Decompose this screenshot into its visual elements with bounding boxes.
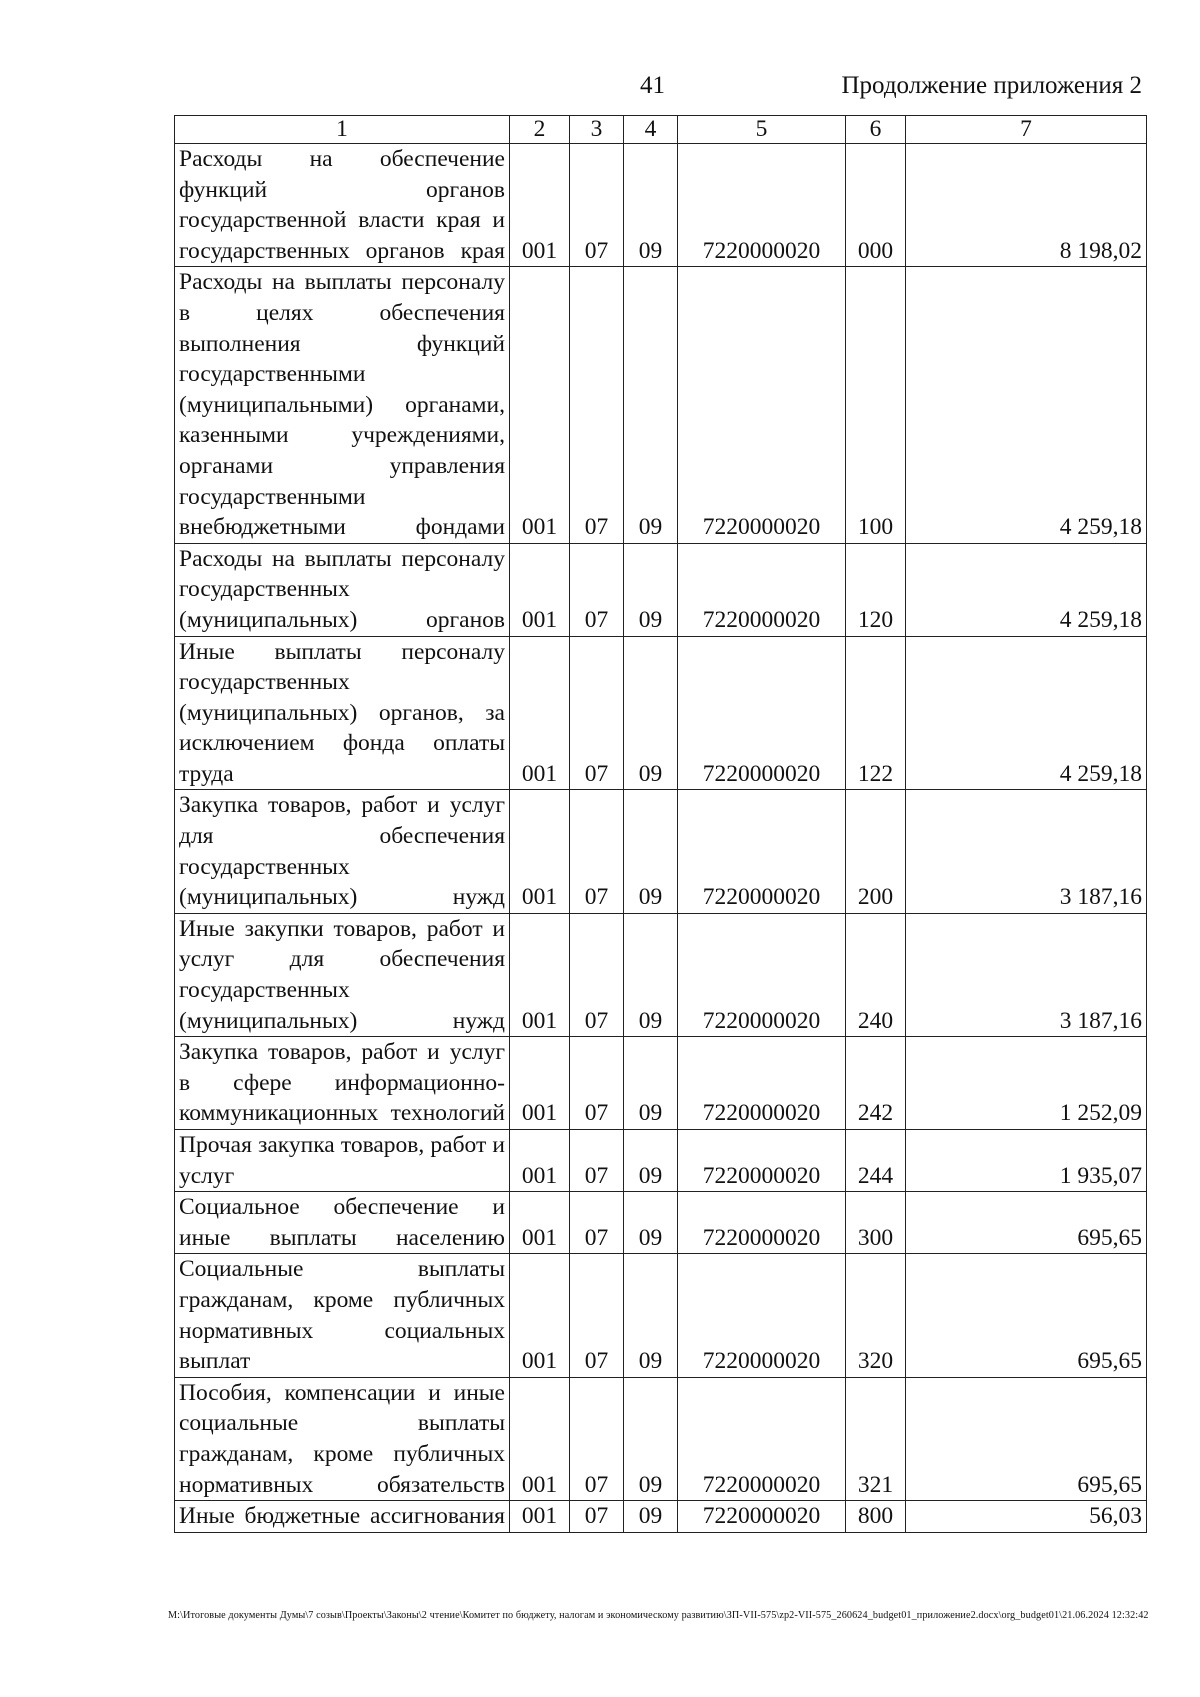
row-description: Расходы на выплаты персоналу в целях обеспечения выполнения функций государственными (муниципальными) органами, казенными учреждениями, органами управления государственными внебюджетными фондами: [175, 267, 510, 543]
appendix-continuation-title: Продолжение приложения 2: [841, 72, 1142, 99]
row-description: Расходы на выплаты персоналу государственных (муниципальных) органов: [175, 543, 510, 636]
column-header-1: 1: [175, 116, 510, 144]
row-target-article: 7220000020: [678, 1037, 846, 1130]
table-row: [175, 1377, 1147, 1500]
row-target-article: 7220000020: [678, 144, 846, 267]
row-expense-type: 000: [846, 144, 906, 267]
table-row: [175, 1130, 1147, 1192]
row-expense-type: 242: [846, 1037, 906, 1130]
row-section-code: 07: [570, 636, 624, 790]
row-expense-type: 244: [846, 1130, 906, 1192]
page-number: 41: [640, 72, 665, 99]
row-admin-code: 001: [510, 1037, 570, 1130]
row-expense-type: 200: [846, 790, 906, 913]
row-admin-code: 001: [510, 1501, 570, 1533]
row-target-article: 7220000020: [678, 790, 846, 913]
row-amount: 4 259,18: [906, 267, 1147, 543]
row-subsection-code: 09: [624, 1501, 678, 1533]
row-subsection-code: 09: [624, 636, 678, 790]
row-admin-code: 001: [510, 1192, 570, 1254]
row-subsection-code: 09: [624, 543, 678, 636]
row-amount: 695,65: [906, 1192, 1147, 1254]
row-amount: 1 252,09: [906, 1037, 1147, 1130]
row-description: Иные бюджетные ассигнования: [175, 1501, 510, 1533]
table-row: [175, 636, 1147, 790]
row-expense-type: 122: [846, 636, 906, 790]
table-row: [175, 1254, 1147, 1377]
budget-table: [174, 115, 1147, 1533]
table-row: [175, 1037, 1147, 1130]
row-description: Прочая закупка товаров, работ и услуг: [175, 1130, 510, 1192]
table-header-row: [175, 116, 1147, 144]
row-description: Иные выплаты персоналу государственных (муниципальных) органов, за исключением фонда оплаты труда: [175, 636, 510, 790]
row-subsection-code: 09: [624, 913, 678, 1036]
row-admin-code: 001: [510, 1254, 570, 1377]
row-amount: 4 259,18: [906, 543, 1147, 636]
row-target-article: 7220000020: [678, 543, 846, 636]
row-subsection-code: 09: [624, 1377, 678, 1500]
table-row: [175, 144, 1147, 267]
row-expense-type: 240: [846, 913, 906, 1036]
row-target-article: 7220000020: [678, 636, 846, 790]
row-subsection-code: 09: [624, 1254, 678, 1377]
row-admin-code: 001: [510, 267, 570, 543]
table-row: [175, 790, 1147, 913]
row-subsection-code: 09: [624, 144, 678, 267]
row-amount: 3 187,16: [906, 790, 1147, 913]
row-amount: 8 198,02: [906, 144, 1147, 267]
row-target-article: 7220000020: [678, 1130, 846, 1192]
row-target-article: 7220000020: [678, 1192, 846, 1254]
row-description: Социальное обеспечение и иные выплаты населению: [175, 1192, 510, 1254]
row-section-code: 07: [570, 790, 624, 913]
row-description: Закупка товаров, работ и услуг в сфере информационно-коммуникационных технологий: [175, 1037, 510, 1130]
row-admin-code: 001: [510, 1130, 570, 1192]
row-target-article: 7220000020: [678, 913, 846, 1036]
row-expense-type: 300: [846, 1192, 906, 1254]
row-amount: 695,65: [906, 1254, 1147, 1377]
row-section-code: 07: [570, 1192, 624, 1254]
table-row: [175, 267, 1147, 543]
column-header-7: 7: [906, 116, 1147, 144]
row-description: Социальные выплаты гражданам, кроме публичных нормативных социальных выплат: [175, 1254, 510, 1377]
row-target-article: 7220000020: [678, 1254, 846, 1377]
row-section-code: 07: [570, 1130, 624, 1192]
column-header-3: 3: [570, 116, 624, 144]
row-subsection-code: 09: [624, 1037, 678, 1130]
row-subsection-code: 09: [624, 1192, 678, 1254]
row-expense-type: 100: [846, 267, 906, 543]
row-admin-code: 001: [510, 636, 570, 790]
row-section-code: 07: [570, 1254, 624, 1377]
row-target-article: 7220000020: [678, 267, 846, 543]
row-admin-code: 001: [510, 913, 570, 1036]
row-admin-code: 001: [510, 790, 570, 913]
row-expense-type: 320: [846, 1254, 906, 1377]
row-description: Иные закупки товаров, работ и услуг для обеспечения государственных (муниципальных) нужд: [175, 913, 510, 1036]
table-row: [175, 1192, 1147, 1254]
row-target-article: 7220000020: [678, 1377, 846, 1500]
row-description: Расходы на обеспечение функций органов государственной власти края и государственных органов края: [175, 144, 510, 267]
row-section-code: 07: [570, 913, 624, 1036]
row-subsection-code: 09: [624, 1130, 678, 1192]
row-section-code: 07: [570, 1377, 624, 1500]
row-admin-code: 001: [510, 543, 570, 636]
table-row: [175, 913, 1147, 1036]
table-row: [175, 543, 1147, 636]
row-section-code: 07: [570, 267, 624, 543]
table-row: [175, 1501, 1147, 1533]
row-amount: 4 259,18: [906, 636, 1147, 790]
row-expense-type: 800: [846, 1501, 906, 1533]
row-amount: 56,03: [906, 1501, 1147, 1533]
row-description: Закупка товаров, работ и услуг для обеспечения государственных (муниципальных) нужд: [175, 790, 510, 913]
column-header-2: 2: [510, 116, 570, 144]
row-subsection-code: 09: [624, 790, 678, 913]
row-expense-type: 321: [846, 1377, 906, 1500]
document-path-footer: M:\Итоговые документы Думы\7 созыв\Проекты\Законы\2 чтение\Комитет по бюджету, налогам и экономическому развитию\ЗП-VII-575\zp2-VII-575_260624_budget01_приложение2.docx\org_budget01\21.06.2024 12:32:42: [168, 1610, 1149, 1621]
column-header-5: 5: [678, 116, 846, 144]
row-section-code: 07: [570, 1501, 624, 1533]
column-header-6: 6: [846, 116, 906, 144]
row-amount: 1 935,07: [906, 1130, 1147, 1192]
row-subsection-code: 09: [624, 267, 678, 543]
row-expense-type: 120: [846, 543, 906, 636]
row-admin-code: 001: [510, 1377, 570, 1500]
row-target-article: 7220000020: [678, 1501, 846, 1533]
row-description: Пособия, компенсации и иные социальные выплаты гражданам, кроме публичных нормативных обязательств: [175, 1377, 510, 1500]
row-amount: 695,65: [906, 1377, 1147, 1500]
row-section-code: 07: [570, 543, 624, 636]
row-amount: 3 187,16: [906, 913, 1147, 1036]
row-section-code: 07: [570, 1037, 624, 1130]
row-admin-code: 001: [510, 144, 570, 267]
column-header-4: 4: [624, 116, 678, 144]
table-body: [175, 144, 1147, 1533]
row-section-code: 07: [570, 144, 624, 267]
